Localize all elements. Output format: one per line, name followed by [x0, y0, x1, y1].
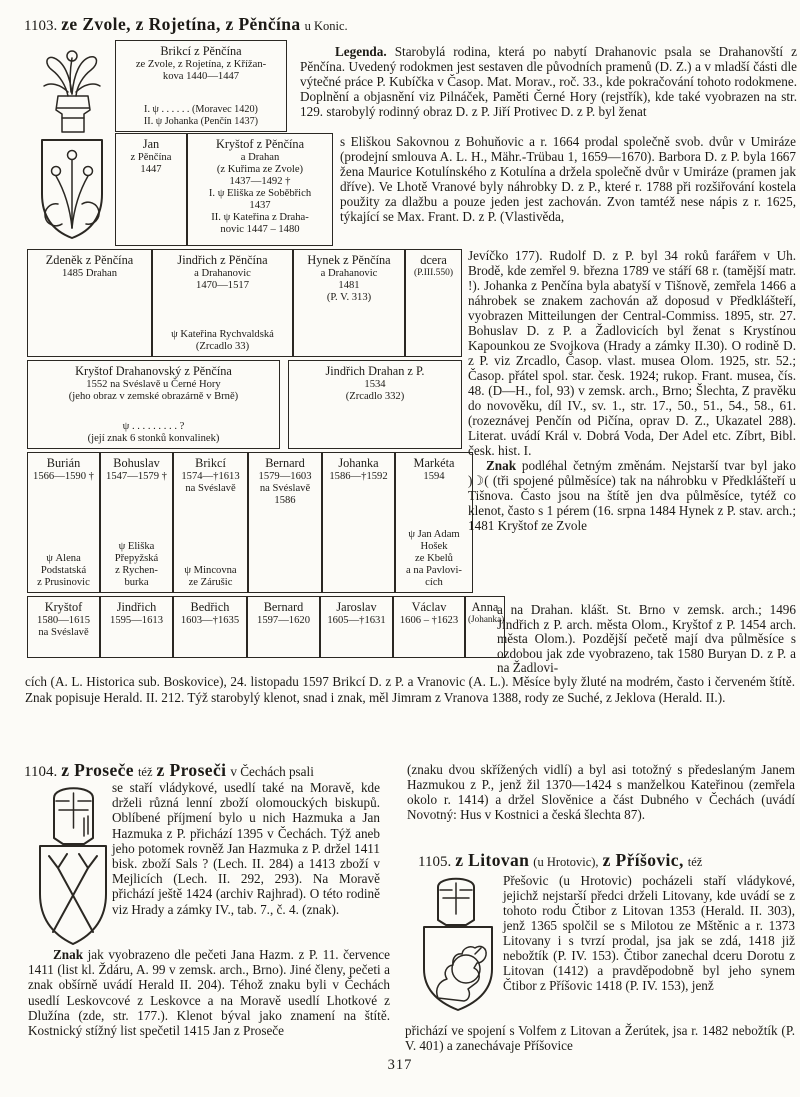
- legend-text-c: Jevíčko 177). Rudolf D. z P. byl 34 roků farářem v Uh. Brodě, kde zemřel 9. března 1789 ve stáří 68 r. (tamější matr. !). Johanka z Penčína byla abatyší v Tišnově, zemřela 1466 a náhrobek se znakem zachován až doposud v Předklášteří, vyobrazen Mitteilungen der Central-Commiss. 1895, str. 27. Bohuslav D. z P. a Žadlovicích byl ženat s Krystínou Kapounkou ze Svojkova (Hrady a zámky II.30). O rodině D. z P. viz Zrcadlo, Časop. vlast. musea Olom. 1925, str. 52.; Časop. přátel spol. star. česk. 1924; rukop. Frant. musea, čís. 48. (D—H., fol, 93) v zemsk. arch., Brno; Šlechta, Z pravěku do novověku, díl IV., sv. 1., str. 17., 50., 51., 54., 58., 61. (rozeznávej Penčín od Pičína, oprav D. Z., Ukazatel 288). Literat. uvádí Král v. Dobrá Voda, Der Adel etc. Zíbrt, Bibl. česk. hist. I.: [468, 248, 796, 458]
- znak-lead-1104: Znak: [53, 947, 84, 962]
- great-helm-crossed-forks-drawing: [26, 780, 121, 952]
- tree-box-krystof-drahanovsky-spouse: ψ . . . . . . . . . ? (její znak 6 stonků konvalinek): [87, 421, 220, 444]
- tree-box-burian-spouse: ψ Alena Podstatská z Prusinovic: [37, 553, 90, 588]
- tree-box-brikci2: [173, 452, 248, 593]
- entry-1105-number: 1105.: [418, 854, 452, 870]
- znak-lead-1103: Znak: [486, 458, 517, 473]
- znak-text-full: cích (A. L. Historica sub. Boskovice), 24. listopadu 1597 Brikcí D. z P. a Vranovic (A. L.). Měsíce byly žluté na modrém, často i červeném štítě. Znak popisuje Herald. II. 212. Týž starobylý klenot, snad i znak, měl Jimram z Vranova 1388, rody ze Suché, z Jeklova (Herald. II.).: [25, 674, 795, 705]
- znak-fullwidth-paragraph: [25, 674, 795, 706]
- coat-of-arms-1105-icon: [412, 872, 504, 1014]
- tree-box-marketa: [395, 452, 473, 593]
- tree-box-jan-main: Jan z Pěnčína 1447: [130, 137, 172, 175]
- tree-box-bernard2: [247, 596, 320, 658]
- entry-1103-number: 1103.: [24, 18, 58, 34]
- tree-box-bernard2-main: Bernard 1597—1620: [257, 600, 310, 626]
- tree-box-brikci2-spouse: ψ Mincovna ze Zárušic: [184, 565, 237, 588]
- entry-1104-text-right: [407, 762, 795, 822]
- entry-1104-heading-tail: v Čechách psali: [230, 764, 314, 779]
- entry-1105-title-1: z Litovan: [455, 850, 530, 870]
- entry-1105-title-2: z Příšovic,: [602, 850, 684, 870]
- entry-1105-heading: [418, 850, 702, 871]
- tree-box-jindrich1-spouse: ψ Kateřina Rychvaldská (Zrcadlo 33): [171, 329, 274, 352]
- entry-1104-number: 1104.: [24, 764, 58, 780]
- znak-text-d: a na Drahan. klášt. St. Brno v zemsk. arch.; 1496 Jindřich z P. arch. města Olom., Kryštof z P. 1454 arch. města Olom.). Pozdější pečetě mají dva půlměsíce s ozdobou jak zde vyobrazeno, tak 1580 Buryan D. z P. a na Žadlovi-: [497, 602, 796, 675]
- entry-1104-text-r: (znaku dvou skřížených vidlí) a byl asi totožný s předeslaným Janem Hazmukou z P., jenž žil 1370—1424 s manželkou Kateřinou (zemřela okolo r. 1414) a držel Slověnice a část Dubného v Čechách (uvádí Novotný: Hus v Kostnici a česká šlechta 87).: [407, 762, 795, 822]
- tree-box-krystof: [187, 133, 333, 246]
- legend-text-a: Starobylá rodina, která po nabytí Drahanovic psala se Drahanovští z Pěnčína. Uvedený rodokmen jest sestaven dle původních pramenů (D. Z.) a v mladší části dle výtečné práce P. Kubíčka v Časop. Mat. Morav., roč. 33., kde pokračování tohoto rodokmene. Doplnění a objasnění viz Pilnáček, Paměti Černé Hory (rejstřík), kde také vyobrazen na str. 129. starobylý rodinný obraz D. z P. Jiří Protivec D. z P. byl ženat: [300, 44, 797, 119]
- tree-box-bedrich-main: Bedřich 1603—†1635: [180, 600, 240, 626]
- tree-box-vaclav-main: Václav 1606 – †1623: [399, 600, 459, 626]
- tree-box-dcera: [405, 249, 462, 357]
- tree-box-jindrich-drahan-main: Jindřich Drahan z P. 1534 (Zrcadlo 332): [325, 364, 425, 402]
- tree-box-brikci-spouses: I. ψ . . . . . . (Moravec 1420) II. ψ Johanka (Penčín 1437): [143, 104, 259, 127]
- tree-box-johanka: [322, 452, 395, 593]
- legend-paragraph-mid: [340, 134, 796, 224]
- tree-box-burian: [27, 452, 100, 593]
- tree-box-hynek-main: Hynek z Pěnčína a Drahanovic 1481 (P. V. 313): [307, 253, 391, 303]
- entry-1104-znak-paragraph: [28, 947, 390, 1038]
- tree-box-jaroslav-main: Jaroslav 1605—†1631: [327, 600, 386, 626]
- legend-column-narrow: [468, 248, 796, 533]
- entry-1103-heading: [24, 14, 348, 35]
- legend-lead: Legenda.: [335, 44, 387, 59]
- tree-box-krystof3-main: Kryštof 1580—1615 na Svéslavě: [37, 600, 90, 638]
- tree-box-zdenek-main: Zdeněk z Pěnčína 1485 Drahan: [45, 253, 134, 279]
- tree-box-marketa-main: Markéta 1594: [413, 456, 455, 482]
- entry-1104-heading: [24, 760, 314, 781]
- entry-1104-title-mid: též: [137, 765, 153, 779]
- tree-box-burian-main: Burián 1566—1590 †: [33, 456, 94, 482]
- tree-box-johanka-main: Johanka 1586—†1592: [329, 456, 388, 482]
- tree-box-dcera-main: dcera (P.III.550): [413, 253, 454, 278]
- entry-1103-title: ze Zvole, z Rojetína, z Pěnčína: [61, 14, 301, 34]
- legend-text-b: s Eliškou Sakovnou z Bohuňovic a r. 1664 prodal společně svob. dvůr v Umiráze (prodejní smlouva A. L. H., Mähr.-Trübau 1, 1659—1670). Barbora D. z P. byla 1667 žena Maurice Kotulínského z Kotulína a držela společně dvůr v Umiráze (pramen jak dříve). Ve Lhotě Vranové byly náhrobky D. z P., které r. 1788 při rozšiřování kostela použity za dlažbu a pouze jeden jest zachován. Zvon tamtéž nese nápis z r. 1625, týkající se Max. Frant. D. z P. (Vlastivěda,: [340, 134, 796, 224]
- entry-1105-text-b: přichází ve spojení s Volfem z Litovan a Žerútek, jsa r. 1482 nebožtík (P. V. 401) a zanechávaje Příšovice: [405, 1023, 795, 1053]
- znak-text-1104: jak vyobrazeno dle pečeti Jana Hazm. z P. 11. července 1411 (list kl. Ždáru, A. 99 v zemsk. arch., Brno). Jiné členy, pečeti a znak obšírně uvádí Herald II. 204). Téhož znaku byli v Čechách usedlí Leskovcové z Leskovce a na Moravě usedlí Lhotkové z Dlužína (zde, str. 177.). Klenot býval jako znamení na štítě. Kostnický stížný list spečetil 1415 Jan z Proseče: [28, 947, 391, 1039]
- entry-1104-text-left: [112, 780, 380, 917]
- genealogy-table-1103: [27, 40, 507, 660]
- page-number: [0, 1057, 800, 1074]
- tree-box-bohuslav: [100, 452, 173, 593]
- entry-1103-title-suffix: u Konic.: [304, 19, 348, 33]
- tree-box-hynek: [293, 249, 405, 357]
- tree-box-zdenek: [27, 249, 152, 357]
- legend-paragraph-top: [300, 44, 797, 119]
- tree-box-krystof-main: Kryštof z Pěnčína a Drahan (z Kuřima ze Zvole) 1437—1492 † I. ψ Eliška ze Soběbřich 1437 II. ψ Kateřina z Draha- novic 1447 – 1480: [208, 137, 312, 235]
- tree-box-brikci2-main: Brikcí 1574—†1613 na Svéslavě: [181, 456, 240, 494]
- entry-1104-text-a: se staří vládykové, usedlí také na Moravě, kde drželi různá lenní zboží olomouckých biskupů. Oblíbené příjmení bylo u nich Hazmuka a Jan Hazmuka z P. přichází 1395 v Čechách. Týž aneb jeho potomek rovněž Jan Hazmuka z P. držel 1411 bisk. zboží Sals ? (Lech. II. 284) a 1413 zboží v Mejlicích (Lech. II. 292, 293). Na Moravě přichází ještě 1424 (archiv Rajhrad). O této rodině viz Hrady a zámky IV., tab. 7., č. 4. (znak).: [112, 780, 380, 917]
- tree-box-bernard1-main: Bernard 1579—1603 na Svéslavě 1586: [258, 456, 312, 506]
- tree-box-krystof3: [27, 596, 100, 658]
- entry-1104-title-2: z Proseči: [156, 760, 227, 780]
- tree-box-bedrich: [173, 596, 247, 658]
- tree-box-brikci-main: Brikcí z Pěnčína ze Zvole, z Rojetína, z Křížan- kova 1440—1447: [135, 44, 267, 82]
- entry-1105-heading-tail: též: [687, 855, 703, 869]
- tree-box-jindrich1: [152, 249, 293, 357]
- entry-1104-title-1: z Proseče: [61, 760, 134, 780]
- tree-box-jindrich3-main: Jindřich 1595—1613: [110, 600, 163, 626]
- tree-box-brikci: [115, 40, 287, 132]
- entry-1105-text-a: Přešovic (u Hrotovic) pocházeli staří vládykové, jejichž nejstarší předci drželi Litovany, kde uvádí se z tohoto rodu Čtibor z Litovan 1353 (Herald. II. 303), jenž 1365 spolčil se s Milotou ze Mštěnic a r. 1373 Litovany i s tvrzí prodal, jsa jak se zdá, 1418 již nebožtík (P. IV. 153). Čtibor zanechal dceru Dorotu z Litovan (1412) a pravděpodobně byl jeho synem Čtibor z Příšovic 1418 (P. IV. 153), jenž: [503, 873, 795, 993]
- tree-box-jan: [115, 133, 187, 246]
- tree-box-jindrich1-main: Jindřich z Pěnčína a Drahanovic 1470—1517: [177, 253, 268, 291]
- znak-paragraph-1103: [468, 458, 796, 533]
- tree-box-anna-main: Anna (Johanka): [468, 600, 505, 624]
- tree-box-bohuslav-spouse: ψ Eliška Přepyžská z Rychen- burka: [114, 541, 159, 588]
- great-helm-horse-shield-drawing: [412, 872, 504, 1014]
- page-number-value: 317: [387, 1057, 413, 1073]
- tree-box-bohuslav-main: Bohuslav 1547—1579 †: [106, 456, 167, 482]
- tree-box-krystof-drahanovsky-main: Kryštof Drahanovský z Pěnčína 1552 na Svéslavě u Černé Hory (jeho obraz v zemské obrazárně v Brně): [68, 364, 239, 402]
- tree-box-krystof-drahanovsky: [27, 360, 280, 449]
- entry-1105-text-bottom: [405, 1023, 795, 1053]
- entry-1105-title-mid: (u Hrotovic),: [533, 855, 599, 869]
- znak-text-1103: podléhal četným změnám. Nejstarší tvar byl jako )☽( (tři spojené půlměsíce) tak na náhrobku v Předklášteří u Tišnova. Často jsou na štítě jen dva půlměsíce, tytéž co klenot, často s 1 pérem (16. srpna 1484 Hynek z P. stav. arch.; 1481 Kryštof ze Zvole: [468, 458, 796, 533]
- coat-of-arms-1104-icon: [26, 780, 121, 952]
- tree-box-jindrich3: [100, 596, 173, 658]
- znak-text-beside-table: [497, 603, 796, 676]
- tree-box-marketa-spouse: ψ Jan Adam Hošek ze Kbelů a na Pavlovi- cích: [406, 529, 462, 588]
- tree-box-vaclav: [393, 596, 465, 658]
- tree-box-bernard1: [248, 452, 322, 593]
- tree-box-jaroslav: [320, 596, 393, 658]
- entry-1105-text-beside-arms: [503, 873, 795, 993]
- tree-box-jindrich-drahan: [288, 360, 462, 449]
